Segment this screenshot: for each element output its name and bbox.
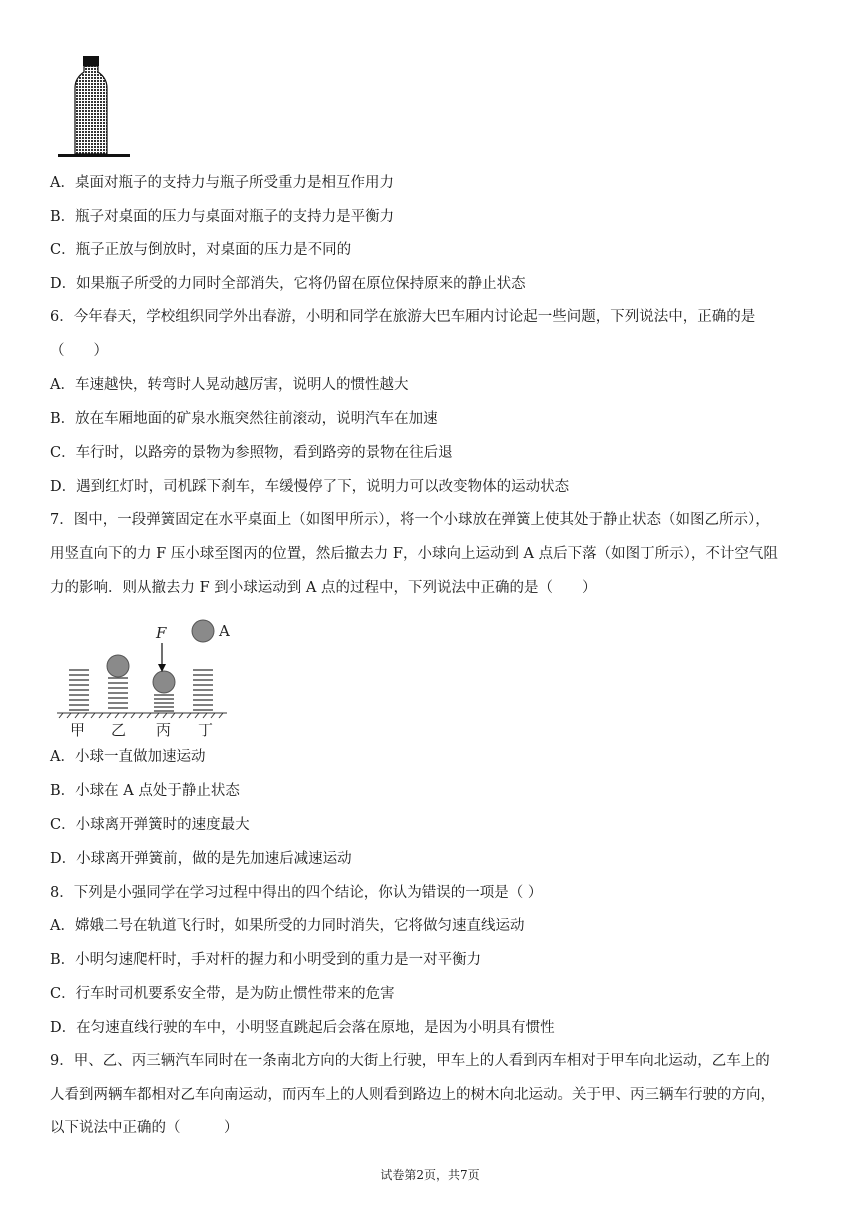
page-footer: 试卷第2页，共7页 [380,1168,480,1182]
spring-yi [108,678,128,708]
spring-jia [69,670,89,710]
q7-stem-line-1: 7．图中，一段弹簧固定在水平桌面上（如图甲所示），将一个小球放在弹簧上使其处于静止状态（如图乙所示）， [50,512,770,528]
label-jia: 甲 [70,721,86,739]
q6-option-d: D．遇到红灯时，司机踩下刹车，车缓慢停了下，说明力可以改变物体的运动状态 [50,479,570,495]
q6-blank: （ ） [50,343,108,359]
q7-option-d: D．小球离开弹簧前，做的是先加速后减速运动 [50,851,352,867]
q6-option-c: C．车行时，以路旁的景物为参照物，看到路旁的景物在往后退 [50,445,453,461]
q8-stem: 8．下列是小强同学在学习过程中得出的四个结论，你认为错误的一项是（ ） [50,885,543,901]
ball-ding [192,620,214,642]
spring-ding [193,670,213,710]
q9-stem-line-2: 人看到两辆车都相对乙车向南运动，而丙车上的人则看到路边上的树木向北运动。关于甲、丙三辆车行驶的方向， [50,1087,775,1103]
q8-option-d: D．在匀速直线行驶的车中，小明竖直跳起后会落在原地，是因为小明具有惯性 [50,1020,555,1036]
q7-stem-line-3: 力的影响．则从撤去力 F 到小球运动到 A 点的过程中，下列说法中正确的是（ ） [50,580,597,596]
label-ding: 丁 [198,721,214,739]
q8-option-b: B．小明匀速爬杆时，手对杆的握力和小明受到的重力是一对平衡力 [50,952,482,968]
ball-bing [153,671,175,693]
q6-stem: 6．今年春天，学校组织同学外出春游，小明和同学在旅游大巴车厢内讨论起一些问题，下列说法中，正确的是 [50,309,756,325]
q5-option-a: A．桌面对瓶子的支持力与瓶子所受重力是相互作用力 [50,175,394,191]
label-bing: 丙 [156,721,172,739]
label-yi: 乙 [111,721,127,739]
q5-option-d: D．如果瓶子所受的力同时全部消失，它将仍留在原位保持原来的静止状态 [50,276,526,292]
q9-stem-line-1: 9．甲、乙、丙三辆汽车同时在一条南北方向的大街上行驶，甲车上的人看到丙车相对于甲车向北运动，乙车上的 [50,1053,770,1069]
q6-option-a: A．车速越快，转弯时人晃动越厉害，说明人的惯性越大 [50,377,409,393]
ground-hatching [57,713,227,718]
point-a-label: A [219,622,230,640]
q7-option-b: B．小球在 A 点处于静止状态 [50,783,240,799]
q7-option-c: C．小球离开弹簧时的速度最大 [50,817,250,833]
q5-option-b: B．瓶子对桌面的压力与桌面对瓶子的支持力是平衡力 [50,209,395,225]
force-label: F [156,624,167,642]
q5-option-c: C．瓶子正放与倒放时，对桌面的压力是不同的 [50,242,352,258]
q7-option-a: A．小球一直做加速运动 [50,749,206,765]
bottle-cap [83,56,99,66]
bottle-body [75,66,107,154]
spring-bing [154,695,174,711]
q9-stem-line-3: 以下说法中正确的（ ） [50,1120,239,1136]
q7-stem-line-2: 用竖直向下的力 F 压小球至图丙的位置，然后撤去力 F，小球向上运动到 A 点后下落（如图丁所示），不计空气阻 [50,546,778,562]
q6-option-b: B．放在车厢地面的矿泉水瓶突然往前滚动，说明汽车在加速 [50,411,438,427]
q8-option-c: C．行车时司机要系安全带，是为防止惯性带来的危害 [50,986,395,1002]
ball-yi [107,655,129,677]
q8-option-a: A．嫦娥二号在轨道飞行时，如果所受的力同时消失，它将做匀速直线运动 [50,918,525,934]
table-surface [58,154,130,157]
spring-figure [55,618,245,743]
bottle-figure [55,50,135,160]
